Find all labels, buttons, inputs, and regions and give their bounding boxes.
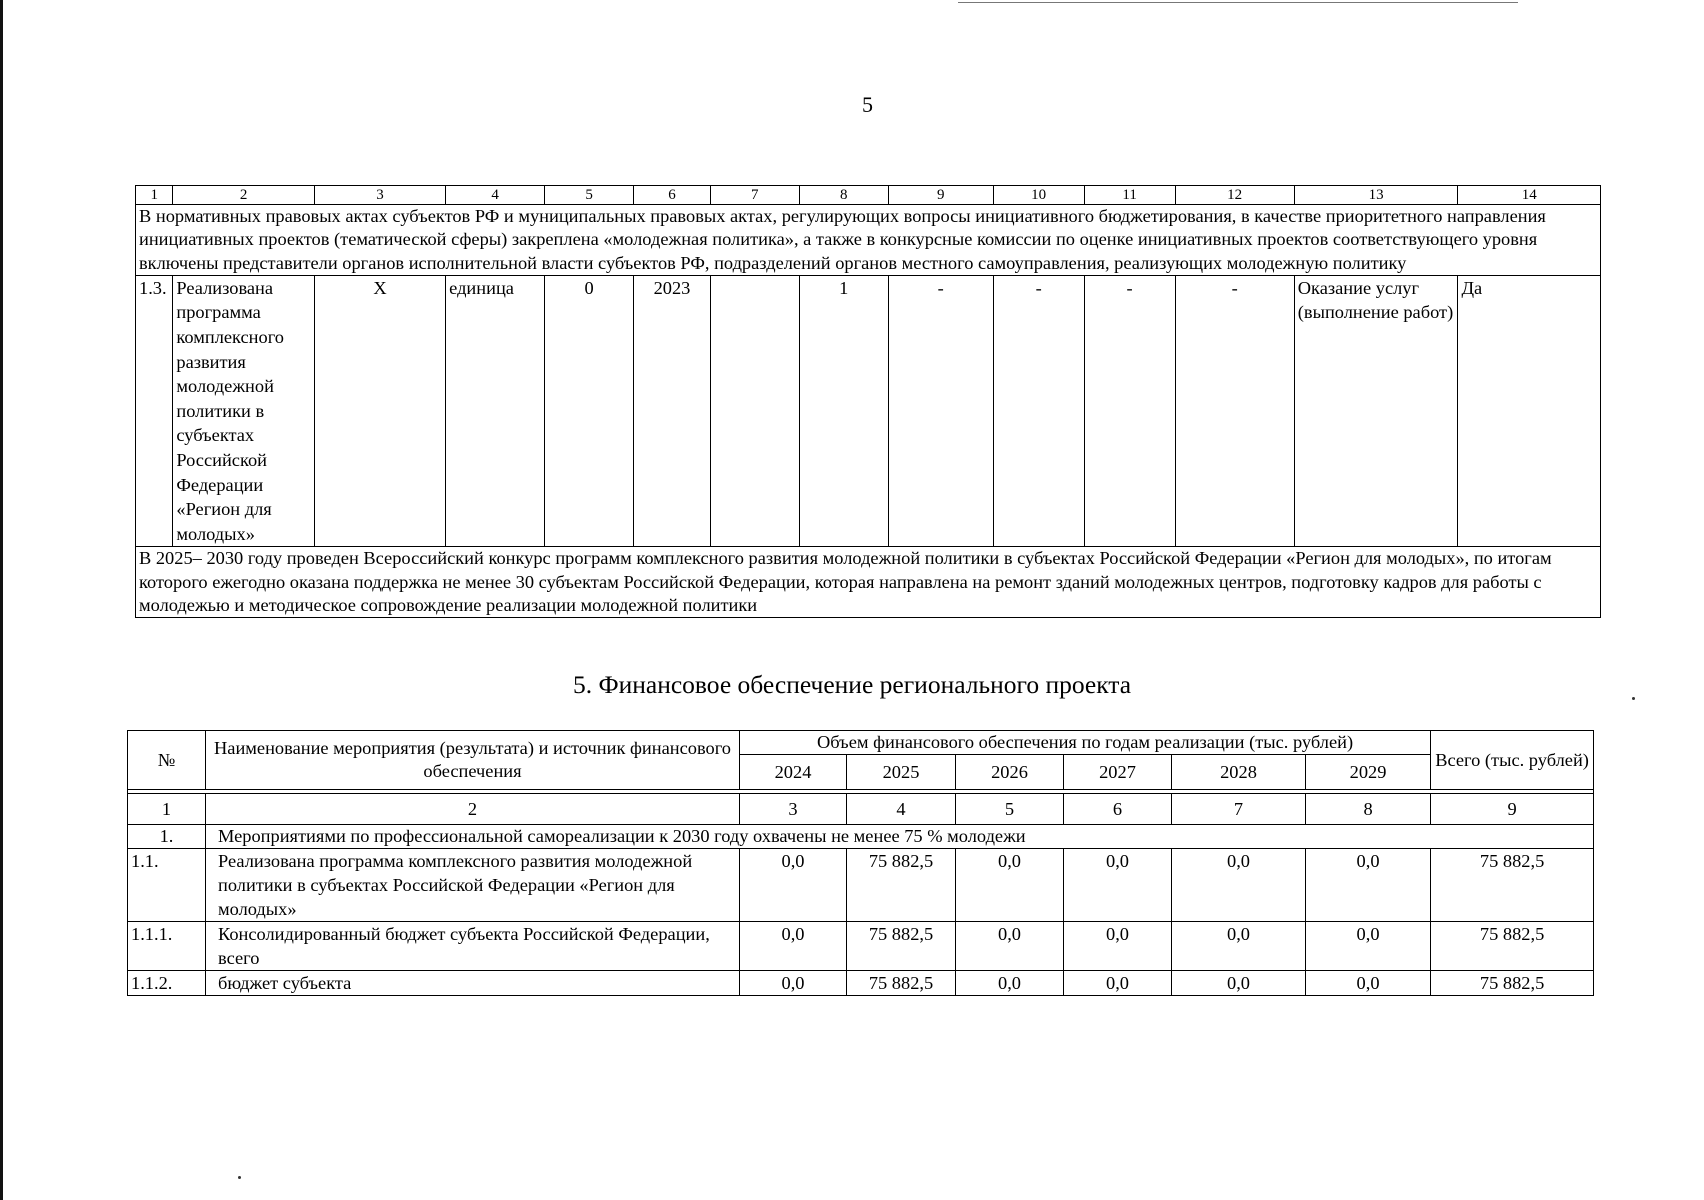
year-cell: 2025 bbox=[847, 755, 956, 790]
row-value-2025: 75 882,5 bbox=[847, 971, 956, 996]
finance-column-number-row bbox=[128, 794, 1594, 825]
row-value-2029: 0,0 bbox=[1306, 922, 1431, 971]
col-num: 4 bbox=[446, 186, 545, 205]
row-name: бюджет субъекта bbox=[206, 971, 740, 996]
col-num: 1 bbox=[128, 794, 206, 825]
page-number: 5 bbox=[862, 92, 873, 117]
finance-table bbox=[127, 730, 1594, 996]
header-num: № bbox=[128, 731, 206, 790]
col-num: 6 bbox=[1064, 794, 1172, 825]
result-level: X bbox=[314, 275, 445, 547]
row-value-2028: 0,0 bbox=[1172, 922, 1306, 971]
col-num: 1 bbox=[136, 186, 173, 205]
col-num: 2 bbox=[173, 186, 314, 205]
result-col9: - bbox=[888, 275, 993, 547]
col-num: 4 bbox=[847, 794, 956, 825]
col-num: 5 bbox=[956, 794, 1064, 825]
header-volume: Объем финансового обеспечения по годам реализации (тыс. рублей) bbox=[740, 731, 1431, 755]
intro-text: В нормативных правовых актах субъектов РФ и муниципальных правовых актах, регулирующих вопросы инициативного бюджетирования, в качестве приоритетного направления инициативных проектов (тематической сферы) закреплена «молодежная политика», а также в конкурсные комиссии по оценке инициативных проектов соответствующего уровня включены представители органов исполнительной власти субъектов РФ, подразделений органов местного самоуправления, реализующих молодежную политику bbox=[136, 205, 1601, 276]
year-cell: 2024 bbox=[740, 755, 847, 790]
col-num: 6 bbox=[634, 186, 711, 205]
result-col12: - bbox=[1175, 275, 1294, 547]
row-value-2026: 0,0 bbox=[956, 971, 1064, 996]
col-num: 12 bbox=[1175, 186, 1294, 205]
row-value-2028: 0,0 bbox=[1172, 971, 1306, 996]
header-name: Наименование мероприятия (результата) и источник финансового обеспечения bbox=[206, 731, 740, 790]
finance-row bbox=[128, 971, 1594, 996]
col-num: 7 bbox=[710, 186, 799, 205]
col-num: 3 bbox=[314, 186, 445, 205]
row-value-2024: 0,0 bbox=[740, 922, 847, 971]
col-num: 13 bbox=[1294, 186, 1458, 205]
col-num: 10 bbox=[993, 186, 1084, 205]
result-num: 1.3. bbox=[136, 275, 173, 547]
footer-row bbox=[136, 547, 1601, 618]
row-value-2027: 0,0 bbox=[1064, 849, 1172, 922]
col-num: 8 bbox=[799, 186, 888, 205]
result-col10: - bbox=[993, 275, 1084, 547]
row-name: Реализована программа комплексного развития молодежной политики в субъектах Российской Федерации «Регион для молодых» bbox=[206, 849, 740, 922]
goal-text: Мероприятиями по профессиональной самореализации к 2030 году охвачены не менее 75 % молодежи bbox=[206, 825, 1594, 849]
col-num: 9 bbox=[888, 186, 993, 205]
col-num: 11 bbox=[1084, 186, 1175, 205]
row-value-2027: 0,0 bbox=[1064, 971, 1172, 996]
col-num: 14 bbox=[1458, 186, 1601, 205]
row-value-2025: 75 882,5 bbox=[847, 922, 956, 971]
intro-row bbox=[136, 205, 1601, 276]
result-col7 bbox=[710, 275, 799, 547]
row-num: 1.1.1. bbox=[128, 922, 206, 971]
header-total: Всего (тыс. рублей) bbox=[1431, 731, 1594, 790]
finance-row bbox=[128, 922, 1594, 971]
footer-text: В 2025– 2030 году проведен Всероссийский конкурс программ комплексного развития молодежной политики в субъектах Российской Федерации «Регион для молодых», по итогам которого ежегодно оказана поддержка не менее 30 субъектам Российской Федерации, которая направлена на ремонт зданий молодежных центров, подготовку кадров для работы с молодежью и методическое сопровождение реализации молодежной политики bbox=[136, 547, 1601, 618]
year-cell: 2026 bbox=[956, 755, 1064, 790]
row-total: 75 882,5 bbox=[1431, 849, 1594, 922]
row-total: 75 882,5 bbox=[1431, 922, 1594, 971]
row-value-2028: 0,0 bbox=[1172, 849, 1306, 922]
scan-top-rule bbox=[958, 2, 1518, 3]
results-table bbox=[135, 185, 1601, 618]
goal-row bbox=[128, 825, 1594, 849]
row-total: 75 882,5 bbox=[1431, 971, 1594, 996]
result-col8: 1 bbox=[799, 275, 888, 547]
result-type: Оказание услуг (выполнение работ) bbox=[1294, 275, 1458, 547]
row-value-2027: 0,0 bbox=[1064, 922, 1172, 971]
result-col14: Да bbox=[1458, 275, 1601, 547]
row-value-2026: 0,0 bbox=[956, 922, 1064, 971]
year-cell: 2027 bbox=[1064, 755, 1172, 790]
row-value-2026: 0,0 bbox=[956, 849, 1064, 922]
row-name: Консолидированный бюджет субъекта Российской Федерации, всего bbox=[206, 922, 740, 971]
row-num: 1.1.2. bbox=[128, 971, 206, 996]
goal-num: 1. bbox=[128, 825, 206, 849]
column-number-row bbox=[136, 186, 1601, 205]
result-col11: - bbox=[1084, 275, 1175, 547]
result-base-value: 0 bbox=[545, 275, 634, 547]
row-value-2029: 0,0 bbox=[1306, 971, 1431, 996]
col-num: 3 bbox=[740, 794, 847, 825]
row-value-2024: 0,0 bbox=[740, 971, 847, 996]
col-num: 5 bbox=[545, 186, 634, 205]
scan-speck bbox=[238, 1176, 241, 1179]
year-cell: 2029 bbox=[1306, 755, 1431, 790]
row-value-2024: 0,0 bbox=[740, 849, 847, 922]
section-title: 5. Финансовое обеспечение регионального проекта bbox=[572, 670, 1132, 699]
scan-speck bbox=[1632, 697, 1635, 700]
scan-left-edge bbox=[0, 0, 3, 1200]
result-base-year: 2023 bbox=[634, 275, 711, 547]
result-name: Реализована программа комплексного развития молодежной политики в субъектах Российской Федерации «Регион для молодых» bbox=[173, 275, 314, 547]
col-num: 9 bbox=[1431, 794, 1594, 825]
row-num: 1.1. bbox=[128, 849, 206, 922]
year-cell: 2028 bbox=[1172, 755, 1306, 790]
finance-row bbox=[128, 849, 1594, 922]
row-value-2025: 75 882,5 bbox=[847, 849, 956, 922]
col-num: 2 bbox=[206, 794, 740, 825]
finance-header-row bbox=[128, 731, 1594, 755]
row-value-2029: 0,0 bbox=[1306, 849, 1431, 922]
col-num: 7 bbox=[1172, 794, 1306, 825]
result-unit: единица bbox=[446, 275, 545, 547]
result-row bbox=[136, 275, 1601, 547]
col-num: 8 bbox=[1306, 794, 1431, 825]
